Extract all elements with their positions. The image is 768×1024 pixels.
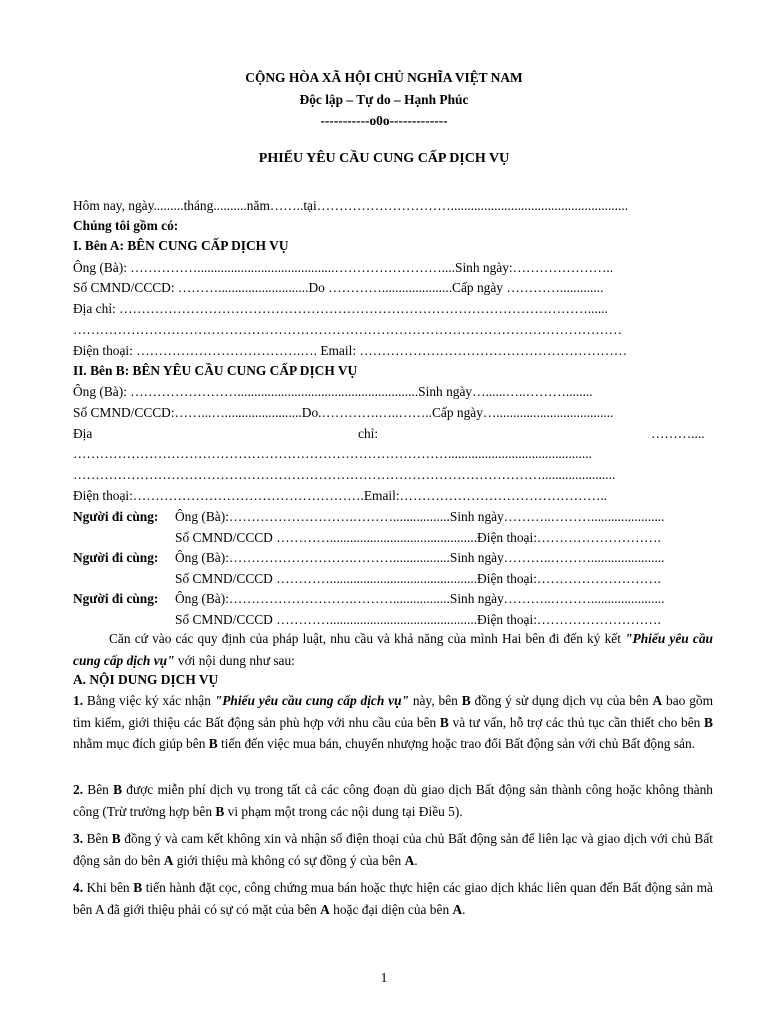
item-text-run: đồng ý và cam kết không xin và nhận số điện thoại của chủ Bất động sản để liên lạc và giao dịch với chủ Bất động sản do bên xyxy=(73,831,713,868)
companion-name-line: Ông (Bà):……………………….……….................Sinh ngày………..………...................... xyxy=(175,509,665,524)
national-title: CỘNG HÒA XÃ HỘI CHỦ NGHĨA VIỆT NAM xyxy=(245,70,523,85)
section-a-item-3 xyxy=(73,828,713,871)
motto: Độc lập – Tự do – Hạnh Phúc xyxy=(299,92,469,107)
basis-paragraph xyxy=(73,628,713,671)
item-text-run: Bên xyxy=(83,782,114,797)
basis-quoted-title: "Phiếu yêu cầu cung cấp dịch vụ" xyxy=(73,631,713,668)
item-text-run: A xyxy=(452,901,463,917)
item-text-run: vi phạm một trong các nội dung tại Điều 5). xyxy=(224,803,463,819)
item-text-run: và tư vấn, hỗ trợ các thủ tục cần thiết cho bên xyxy=(448,714,705,730)
item-text-run: A xyxy=(652,693,663,708)
party-a-address-continuation: …………………………………………………………………………………………………………… xyxy=(73,322,623,337)
item-text-run: . xyxy=(462,901,466,917)
companion-name-line: Ông (Bà):……………………….……….................Sinh ngày………..………...................... xyxy=(175,591,665,606)
party-b-phone-line: Điện thoại:…………………………………………….Email:……………………………………….. xyxy=(73,488,608,503)
item-text-run: . xyxy=(414,852,418,868)
party-b-heading: II. Bên B: BÊN YÊU CẦU CUNG CẤP DỊCH VỤ xyxy=(73,363,358,378)
party-a-name-line: Ông (Bà): …………….........................................……………………....Sinh ngày:………………….. xyxy=(73,260,614,275)
item-text-run: tiến đến việc mua bán, chuyển nhượng hoặc trao đổi Bất động sản với chủ Bất động sản. xyxy=(217,736,696,751)
item-number: 1. xyxy=(73,693,84,708)
we-are-label: Chúng tôi gồm có: xyxy=(73,218,179,233)
companion-id-line: Số CMND/CCCD …………............................................Điện thoại:………………………. xyxy=(175,530,661,545)
party-b-address-end: ……….... xyxy=(651,426,705,441)
party-a-heading: I. Bên A: BÊN CUNG CẤP DỊCH VỤ xyxy=(73,238,289,253)
item-text-run: Bằng việc ký xác nhận xyxy=(83,693,215,708)
item-text-run: giới thiệu mà không có sự đồng ý của bên xyxy=(173,852,405,868)
item-text-run: này, bên xyxy=(409,693,462,708)
item-text-run: B xyxy=(461,693,471,708)
page-number: 1 xyxy=(380,970,388,985)
party-b-id-line: Số CMND/CCCD:……...….......................Do.………….…..……..Cấp ngày…................................... xyxy=(73,405,614,420)
item-text-run: Khi bên xyxy=(83,880,134,895)
date-line: Hôm nay, ngày.........tháng..........năm……..tại…………………………..................................................... xyxy=(73,198,629,213)
item-text-run: B xyxy=(133,880,143,895)
party-a-id-line: Số CMND/CCCD: ………...........................Do ………….....................Cấp ngày …………............. xyxy=(73,280,604,295)
party-a-address-line: Địa chỉ: ……………………………………………………………………………………………...... xyxy=(73,301,608,316)
separator: -----------o0o------------- xyxy=(320,113,448,128)
item-text-run: B xyxy=(439,714,449,730)
item-text-run: A xyxy=(404,852,415,868)
basis-text-before: Căn cứ vào các quy định của pháp luật, nhu cầu và khả năng của mình Hai bên đi đến ký kết xyxy=(109,631,626,646)
section-a-item-2 xyxy=(73,779,713,822)
item-number: 2. xyxy=(73,782,84,797)
section-a-heading: A. NỘI DUNG DỊCH VỤ xyxy=(73,672,219,687)
item-text-run: B xyxy=(704,714,713,730)
party-b-name-line: Ông (Bà): ……………………......................................................Sinh ngày…......…..………........ xyxy=(73,384,593,399)
companion-id-line: Số CMND/CCCD …………............................................Điện thoại:………………………. xyxy=(175,571,661,586)
item-text-run: bao gồm tìm kiếm, giới thiệu các Bất động sản phù hợp với nhu cầu của bên xyxy=(73,693,713,730)
party-a-phone-line: Điện thoại: ……………………………….…. Email: …………………………………………………… xyxy=(73,343,628,358)
item-text-run: tiến hành đặt cọc, công chứng mua bán hoặc thực hiện các giao dịch khác liên quan đến Bất động sản mà bên A đã giới thiệu phải có sự có mặt của bên xyxy=(73,880,713,917)
party-b-address-continuation-1: …………………………………………………………………………........................................... xyxy=(73,446,592,461)
item-text-run: B xyxy=(208,736,218,751)
item-text-run: "Phiếu yêu cầu cung cấp dịch vụ" xyxy=(214,693,409,708)
companion-label: Người đi cùng: xyxy=(73,509,159,524)
party-b-address-mid: chỉ: xyxy=(358,426,379,441)
item-text-run: B xyxy=(113,782,123,797)
item-text-run: B xyxy=(111,831,121,846)
companion-id-line: Số CMND/CCCD …………............................................Điện thoại:………………………. xyxy=(175,612,661,627)
item-text-run: được miễn phí dịch vụ trong tất cả các công đoạn dù giao dịch Bất động sản thành công hoặc không thành công (Trừ trường hợp bên xyxy=(73,782,714,819)
document-title: PHIẾU YÊU CẦU CUNG CẤP DỊCH VỤ xyxy=(258,151,510,166)
item-text-run: hoặc đại diện của bên xyxy=(329,901,453,917)
companion-label: Người đi cùng: xyxy=(73,550,159,565)
item-text-run: nhằm mục đích giúp bên xyxy=(73,736,209,751)
companion-label: Người đi cùng: xyxy=(73,591,159,606)
section-a-item-4 xyxy=(73,877,713,920)
item-text-run: đồng ý sử dụng dịch vụ của bên xyxy=(470,693,653,708)
party-b-address-label: Địa xyxy=(73,426,93,441)
item-text-run: A xyxy=(163,852,174,868)
party-b-address-continuation-2: ……………………………………………………………………………………………...................... xyxy=(73,467,616,482)
item-number: 3. xyxy=(73,831,84,846)
basis-text-after: với nội dung như sau: xyxy=(174,652,295,668)
section-a-item-1 xyxy=(73,690,713,755)
item-text-run: B xyxy=(215,803,225,819)
item-text-run: Bên xyxy=(83,831,112,846)
item-number: 4. xyxy=(73,880,84,895)
item-text-run: A xyxy=(320,901,330,917)
companion-name-line: Ông (Bà):……………………….……….................Sinh ngày………..………...................... xyxy=(175,550,665,565)
